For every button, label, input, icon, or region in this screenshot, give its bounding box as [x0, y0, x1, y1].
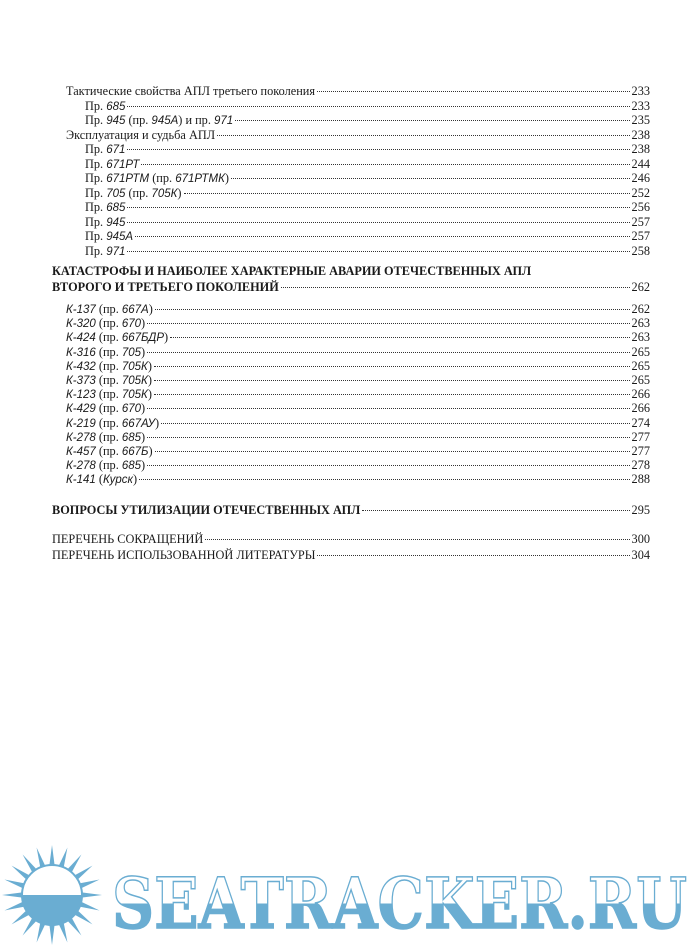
- entry-title: [66, 316, 145, 331]
- page-number: 246: [631, 171, 650, 185]
- toc-entry[interactable]: [52, 244, 650, 259]
- entry-title-italic: 705К: [121, 389, 148, 402]
- toc-entry[interactable]: [52, 416, 650, 430]
- toc-entry[interactable]: [52, 229, 650, 244]
- entry-title-part: ): [141, 344, 146, 359]
- entry-title-italic: К-141: [66, 474, 96, 487]
- entry-title-part: (пр.: [95, 344, 122, 359]
- dot-leader: [147, 323, 629, 324]
- page-number: 258: [631, 243, 650, 258]
- page-number: 277: [631, 429, 650, 444]
- entry-title-part: Пр.: [85, 142, 107, 156]
- dot-leader: [170, 337, 629, 338]
- page-number: 256: [631, 200, 650, 214]
- entry-title: [66, 373, 152, 388]
- dot-leader: [147, 465, 629, 466]
- dot-leader: [127, 149, 629, 150]
- entry-title-italic: 671: [106, 144, 126, 156]
- dot-leader: [147, 437, 629, 438]
- entry-title-part: (пр.: [125, 185, 152, 200]
- toc-entry[interactable]: [52, 330, 650, 344]
- toc-entry[interactable]: [52, 345, 650, 359]
- dot-leader: [217, 135, 630, 136]
- toc-entry[interactable]: [52, 316, 650, 330]
- entry-title-italic: К-457: [66, 445, 96, 458]
- entry-title-part: (пр.: [149, 171, 176, 185]
- toc-entry[interactable]: [52, 359, 650, 373]
- page-number: 300: [631, 532, 650, 546]
- toc-entry[interactable]: [52, 444, 650, 458]
- entry-title-part: Пр.: [85, 113, 107, 127]
- entry-title-italic: 685: [106, 100, 126, 113]
- toc-section-catastrophes: [52, 302, 650, 486]
- page-number: 257: [631, 214, 650, 229]
- entry-title-italic: 705: [106, 187, 126, 200]
- dot-leader: [154, 380, 630, 381]
- entry-title-italic: 685: [121, 460, 142, 473]
- entry-title-italic: 971: [106, 245, 126, 258]
- page-number: 266: [631, 401, 650, 416]
- dot-leader: [317, 91, 630, 92]
- page-number: 278: [631, 458, 650, 473]
- entry-title: [66, 472, 137, 487]
- entry-title: [66, 430, 145, 445]
- entry-title: [85, 142, 125, 157]
- entry-title: [66, 416, 159, 431]
- entry-title: [66, 302, 153, 317]
- entry-title-part: ): [224, 171, 230, 185]
- entry-title-italic: К-137: [66, 304, 96, 316]
- dot-leader: [154, 394, 630, 395]
- dot-leader: [127, 251, 629, 252]
- entry-title-italic: К-219: [66, 417, 96, 430]
- entry-title: [85, 99, 125, 114]
- dot-leader: [155, 309, 630, 310]
- dot-leader: [362, 510, 629, 511]
- watermark-text: SEATRACKER.RU: [112, 862, 687, 945]
- entry-title: [85, 171, 229, 186]
- entry-title: ПЕРЕЧЕНЬ ИСПОЛЬЗОВАННОЙ ЛИТЕРАТУРЫ: [52, 548, 316, 562]
- entry-title-italic: 671РТМК: [175, 173, 225, 185]
- page-number: 304: [631, 548, 650, 562]
- entry-title-part: (пр.: [95, 458, 122, 473]
- entry-title-part: Пр.: [85, 214, 107, 229]
- entry-title-italic: 945А: [106, 231, 134, 243]
- entry-title-italic: 671РТМ: [106, 173, 150, 185]
- entry-title-part: ): [141, 401, 146, 416]
- entry-title-part: (пр.: [95, 415, 122, 430]
- sun-icon: [2, 845, 102, 945]
- dot-leader: [235, 120, 629, 121]
- dot-leader: [127, 207, 629, 208]
- entry-title-part: Пр.: [85, 98, 107, 113]
- sun-disc: [22, 865, 82, 925]
- page-number: 233: [631, 84, 650, 98]
- entry-title-part: ): [147, 387, 152, 402]
- toc-entry[interactable]: [52, 472, 650, 486]
- chapter-title-line2: ВТОРОГО И ТРЕТЬЕГО ПОКОЛЕНИЙ: [52, 280, 279, 294]
- entry-title-italic: 705: [121, 346, 142, 359]
- entry-title-italic: 945: [106, 216, 126, 229]
- entry-title-italic: 705К: [121, 360, 148, 373]
- entry-title: [85, 244, 125, 259]
- toc-section-third-generation: [52, 84, 650, 258]
- toc-entry[interactable]: [52, 401, 650, 415]
- entry-title-italic: 667АУ: [121, 417, 156, 430]
- entry-title-part: (пр.: [95, 443, 122, 458]
- entry-title-italic: К-432: [66, 360, 96, 373]
- entry-title-part: (пр.: [125, 113, 152, 127]
- entry-title-italic: К-316: [66, 346, 96, 359]
- entry-title-italic: 685: [121, 431, 142, 444]
- entry-title: [85, 186, 182, 201]
- page-number: 288: [631, 472, 650, 487]
- toc-entry[interactable]: [52, 171, 650, 186]
- entry-title-italic: К-424: [66, 332, 96, 345]
- entry-title-italic: 671РТ: [106, 158, 140, 171]
- toc-entry[interactable]: [52, 128, 650, 143]
- entry-title-part: (пр.: [95, 429, 122, 444]
- dot-leader: [139, 479, 629, 480]
- entry-title-italic: 945: [106, 115, 126, 127]
- entry-title-italic: 670: [121, 318, 142, 331]
- toc-entry[interactable]: [52, 113, 650, 128]
- entry-title-italic: К-429: [66, 403, 96, 416]
- entry-title-part: Тактические свойства АПЛ третьего поколения: [66, 84, 316, 98]
- page-number: 252: [631, 185, 650, 200]
- entry-title-italic: К-123: [66, 389, 96, 402]
- toc-entry[interactable]: [52, 186, 650, 201]
- toc-entry[interactable]: [52, 99, 650, 114]
- toc-entry[interactable]: [52, 302, 650, 316]
- entry-title-italic: К-278: [66, 460, 96, 473]
- page-number: 235: [631, 113, 650, 127]
- entry-title: ПЕРЕЧЕНЬ СОКРАЩЕНИЙ: [52, 532, 204, 546]
- page-number: 274: [631, 415, 650, 430]
- entry-title-part: (пр.: [95, 387, 122, 402]
- toc-abbreviations[interactable]: [52, 532, 650, 546]
- entry-title-italic: 705К: [121, 374, 148, 387]
- entry-title-part: (пр.: [95, 358, 122, 373]
- seatracker-watermark-logo: [0, 840, 698, 947]
- entry-title-italic: 945А: [151, 115, 179, 127]
- entry-title-part: Пр.: [85, 200, 107, 214]
- dot-leader: [147, 352, 629, 353]
- entry-title-part: (пр.: [95, 302, 122, 316]
- toc-chapter-catastrophes[interactable]: [52, 264, 650, 296]
- entry-title-italic: 670: [121, 403, 142, 416]
- entry-title-part: Пр.: [85, 229, 107, 243]
- entry-title: [66, 359, 152, 374]
- entry-title-italic: К-278: [66, 431, 96, 444]
- dot-leader: [141, 164, 629, 165]
- entry-title-part: ): [164, 330, 169, 345]
- chapter-title-line1: КАТАСТРОФЫ И НАИБОЛЕЕ ХАРАКТЕРНЫЕ АВАРИИ ОТЕЧЕСТВЕННЫХ АПЛ: [52, 264, 532, 278]
- entry-title-italic: К-320: [66, 318, 96, 331]
- page-number: 295: [631, 503, 650, 517]
- dot-leader: [317, 555, 629, 556]
- entry-title: [66, 401, 145, 416]
- page-number: 233: [631, 98, 650, 113]
- entry-title: [85, 113, 233, 128]
- dot-leader: [147, 408, 629, 409]
- page-number: 238: [631, 142, 650, 156]
- toc-entry[interactable]: [52, 157, 650, 172]
- page-number: 238: [631, 127, 650, 142]
- toc-entry[interactable]: [52, 84, 650, 99]
- entry-title-part: ): [147, 372, 152, 387]
- entry-title: [66, 84, 315, 98]
- toc-entry[interactable]: [52, 458, 650, 472]
- toc-entry[interactable]: [52, 373, 650, 387]
- page-number: 266: [631, 387, 650, 402]
- entry-title-italic: Курск: [102, 474, 133, 487]
- page-number: 277: [631, 443, 650, 458]
- page-number: 262: [631, 302, 650, 316]
- entry-title-italic: 667Б: [121, 445, 149, 458]
- dot-leader: [205, 539, 629, 540]
- entry-title: [85, 157, 139, 172]
- entry-title-part: ): [147, 358, 152, 373]
- entry-title-part: ): [141, 429, 146, 444]
- entry-title-part: Пр.: [85, 171, 107, 185]
- toc-chapter-utilization[interactable]: [52, 503, 650, 517]
- entry-title: [85, 215, 125, 230]
- chapter-title: ВОПРОСЫ УТИЛИЗАЦИИ ОТЕЧЕСТВЕННЫХ АПЛ: [52, 503, 361, 517]
- entry-title-part: (пр.: [95, 330, 122, 345]
- entry-title: [66, 128, 215, 142]
- entry-title-part: ): [141, 316, 146, 331]
- entry-title-part: ): [177, 185, 182, 200]
- entry-title-part: (пр.: [95, 316, 122, 331]
- toc-entry[interactable]: [52, 387, 650, 401]
- entry-title-italic: 667БДР: [121, 332, 165, 345]
- toc-literature[interactable]: [52, 548, 650, 562]
- entry-title: [66, 444, 153, 459]
- entry-title: [85, 200, 125, 215]
- entry-title: [66, 387, 152, 402]
- page-number: 265: [631, 358, 650, 373]
- page-number: 265: [631, 372, 650, 387]
- dot-leader: [154, 366, 630, 367]
- dot-leader: [135, 236, 630, 237]
- page-number: 262: [631, 280, 650, 294]
- entry-title-part: ) и пр.: [178, 113, 214, 127]
- entry-title-italic: К-373: [66, 374, 96, 387]
- page-number: 263: [631, 330, 650, 345]
- dot-leader: [231, 178, 630, 179]
- page-number: 263: [631, 316, 650, 331]
- dot-leader: [155, 451, 630, 452]
- entry-title-part: ): [155, 415, 160, 430]
- dot-leader: [161, 423, 629, 424]
- dot-leader: [184, 193, 630, 194]
- page-number: 244: [631, 156, 650, 171]
- entry-title-italic: 705К: [151, 187, 178, 200]
- entry-title-part: ): [148, 443, 153, 458]
- dot-leader: [281, 287, 630, 288]
- entry-title-italic: 685: [106, 202, 126, 214]
- toc-entry[interactable]: [52, 200, 650, 215]
- dot-leader: [127, 222, 629, 223]
- entry-title-part: ): [132, 472, 138, 487]
- toc-entry[interactable]: [52, 215, 650, 230]
- entry-title-italic: 667А: [121, 304, 149, 316]
- entry-title-part: ): [148, 302, 153, 316]
- entry-title: [66, 345, 145, 360]
- entry-title-part: Пр.: [85, 156, 107, 171]
- entry-title-part: (: [95, 472, 103, 487]
- entry-title-part: (пр.: [95, 401, 122, 416]
- page-number: 257: [631, 229, 650, 243]
- entry-title-part: ): [141, 458, 146, 473]
- entry-title: [66, 330, 168, 345]
- entry-title-italic: 971: [213, 115, 234, 127]
- entry-title-part: Пр.: [85, 243, 107, 258]
- entry-title-part: Эксплуатация и судьба АПЛ: [66, 127, 216, 142]
- dot-leader: [127, 106, 629, 107]
- entry-title: [66, 458, 145, 473]
- entry-title: [85, 229, 133, 244]
- entry-title-part: Пр.: [85, 185, 107, 200]
- entry-title-part: (пр.: [95, 372, 122, 387]
- toc-entry[interactable]: [52, 142, 650, 157]
- toc-entry[interactable]: [52, 430, 650, 444]
- page-number: 265: [631, 344, 650, 359]
